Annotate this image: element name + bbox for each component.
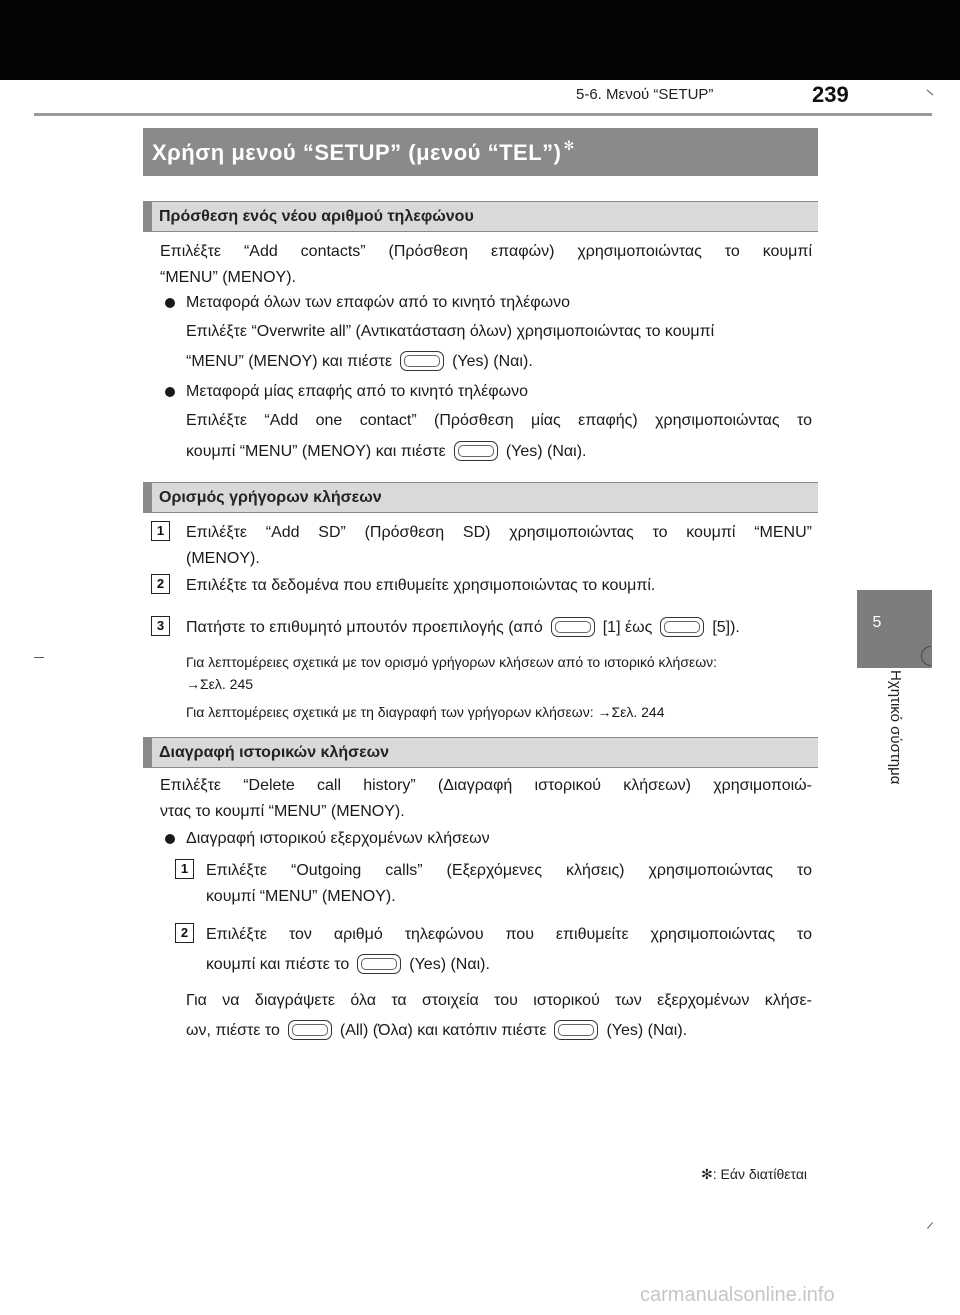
asterisk-icon: ✻ (563, 138, 575, 153)
text-run: ων, πιέστε το (186, 1022, 280, 1039)
bullet-icon (165, 298, 175, 308)
text-run: (Yes) (Ναι). (505, 443, 587, 460)
add-number-intro-line2: “MENU” (MENOY). (160, 269, 296, 286)
bullet-one-contact-line2 (186, 439, 586, 465)
text-run: Πατήστε το επιθυμητό μπουτόν προεπιλογής (από (186, 619, 543, 636)
header-rule (34, 113, 932, 116)
bullet-icon (165, 834, 175, 844)
delete-outgoing-title: Διαγραφή ιστορικού εξερχομένων κλήσεων (186, 830, 490, 847)
page-title-text: Χρήση μενού “SETUP” (μενού “TEL”) (152, 140, 562, 165)
crop-mark (34, 657, 44, 658)
crop-mark (927, 1222, 933, 1229)
footnote (701, 1166, 807, 1183)
step-number-badge: 1 (151, 521, 170, 541)
text-run: (Yes) (Ναι). (409, 956, 490, 973)
button-icon (454, 441, 498, 461)
speed-dial-step3 (186, 615, 740, 641)
speed-dial-step2: Επιλέξτε τα δεδομένα που επιθυμείτε χρησιμοποιώντας το κουμπί. (186, 577, 656, 594)
page-title (143, 128, 818, 176)
text-run: κουμπί και πιέστε το (206, 956, 350, 973)
crop-mark (927, 90, 934, 96)
delete-all-line2 (186, 1018, 687, 1044)
step-number-badge: 1 (175, 859, 194, 879)
bullet-overwrite-line1: Επιλέξτε “Overwrite all” (Αντικατάσταση όλων) χρησιμοποιώντας το κουμπί (186, 323, 715, 340)
chapter-title: Ηχητικό σύστημα (887, 670, 904, 785)
text-run: [5]). (712, 619, 740, 636)
bullet-overwrite-title: Μεταφορά όλων των επαφών από το κινητό τηλέφωνο (186, 294, 571, 311)
speed-dial-step1-line1: Επιλέξτε “Add SD” (Πρόσθεση SD) χρησιμοποιώντας το κουμπί “MENU” (186, 524, 812, 541)
step-number-badge: 3 (151, 616, 170, 636)
delete-history-intro-line1: Επιλέξτε “Delete call history” (Διαγραφή ιστορικού κλήσεων) χρησιμοποιώ- (160, 777, 812, 794)
delete-step1-line2: κουμπί “MENU” (MENOY). (206, 888, 396, 905)
running-header: 5-6. Μενού “SETUP” (576, 86, 714, 103)
text-run: “MENU” (MENOY) και πιέστε (186, 353, 393, 370)
bullet-one-contact-title: Μεταφορά μίας επαφής από το κινητό τηλέφωνο (186, 383, 528, 400)
button-icon (357, 954, 401, 974)
chapter-number: 5 (872, 614, 882, 631)
speed-dial-note1-line1: Για λεπτομέρειες σχετικά με τον ορισμό γρήγορων κλήσεων από το ιστορικό κλήσεων: (186, 654, 718, 670)
button-icon (660, 617, 704, 637)
button-icon (400, 351, 444, 371)
section-heading-speed-dial (143, 482, 818, 513)
watermark: carmanualsonline.info (640, 1284, 835, 1306)
step-number-badge: 2 (151, 574, 170, 594)
speed-dial-note1-line2: →Σελ. 245 (186, 676, 254, 692)
delete-history-intro-line2: ντας το κουμπί “MENU” (MENOY). (160, 803, 405, 820)
delete-step1-line1: Επιλέξτε “Outgoing calls” (Εξερχόμενες κλήσεις) χρησιμοποιώντας το (206, 862, 812, 879)
add-number-intro-line1: Επιλέξτε “Add contacts” (Πρόσθεση επαφών) χρησιμοποιώντας το κουμπί (160, 243, 812, 260)
bullet-icon (165, 387, 175, 397)
button-icon (288, 1020, 332, 1040)
text-run: [1] έως (602, 619, 653, 636)
text-run: (Yes) (Ναι). (452, 353, 533, 370)
text-run: (Yes) (Ναι). (606, 1022, 688, 1039)
bullet-one-contact-line1: Επιλέξτε “Add one contact” (Πρόσθεση μίας επαφής) χρησιμοποιώντας το (186, 412, 812, 429)
asterisk-icon: ✻ (701, 1166, 713, 1182)
speed-dial-note2: Για λεπτομέρειες σχετικά με τη διαγραφή των γρήγορων κλήσεων: →Σελ. 244 (186, 704, 665, 720)
step-number-badge: 2 (175, 923, 194, 943)
section-heading-add-number (143, 201, 818, 232)
button-icon (551, 617, 595, 637)
section-heading-text: Διαγραφή ιστορικών κλήσεων (159, 744, 390, 761)
page-number: 239 (812, 82, 849, 107)
delete-step2-line2 (206, 952, 490, 978)
section-heading-text: Πρόσθεση ενός νέου αριθμού τηλεφώνου (159, 208, 474, 225)
text-run: κουμπί “MENU” (MENOY) και πιέστε (186, 443, 446, 460)
section-heading-delete-history (143, 737, 818, 768)
button-icon (554, 1020, 598, 1040)
top-black-band (0, 0, 960, 80)
bullet-overwrite-line2 (186, 349, 533, 375)
text-run: (All) (Όλα) και κατόπιν πιέστε (339, 1022, 547, 1039)
footnote-text: : Εάν διατίθεται (712, 1166, 808, 1182)
section-heading-text: Ορισμός γρήγορων κλήσεων (159, 489, 382, 506)
speed-dial-step1-line2: (MENOY). (186, 550, 260, 567)
delete-step2-line1: Επιλέξτε τον αριθμό τηλεφώνου που επιθυμείτε χρησιμοποιώντας το (206, 926, 812, 943)
delete-all-line1: Για να διαγράψετε όλα τα στοιχεία του ιστορικού των εξερχομένων κλήσε- (186, 992, 812, 1009)
